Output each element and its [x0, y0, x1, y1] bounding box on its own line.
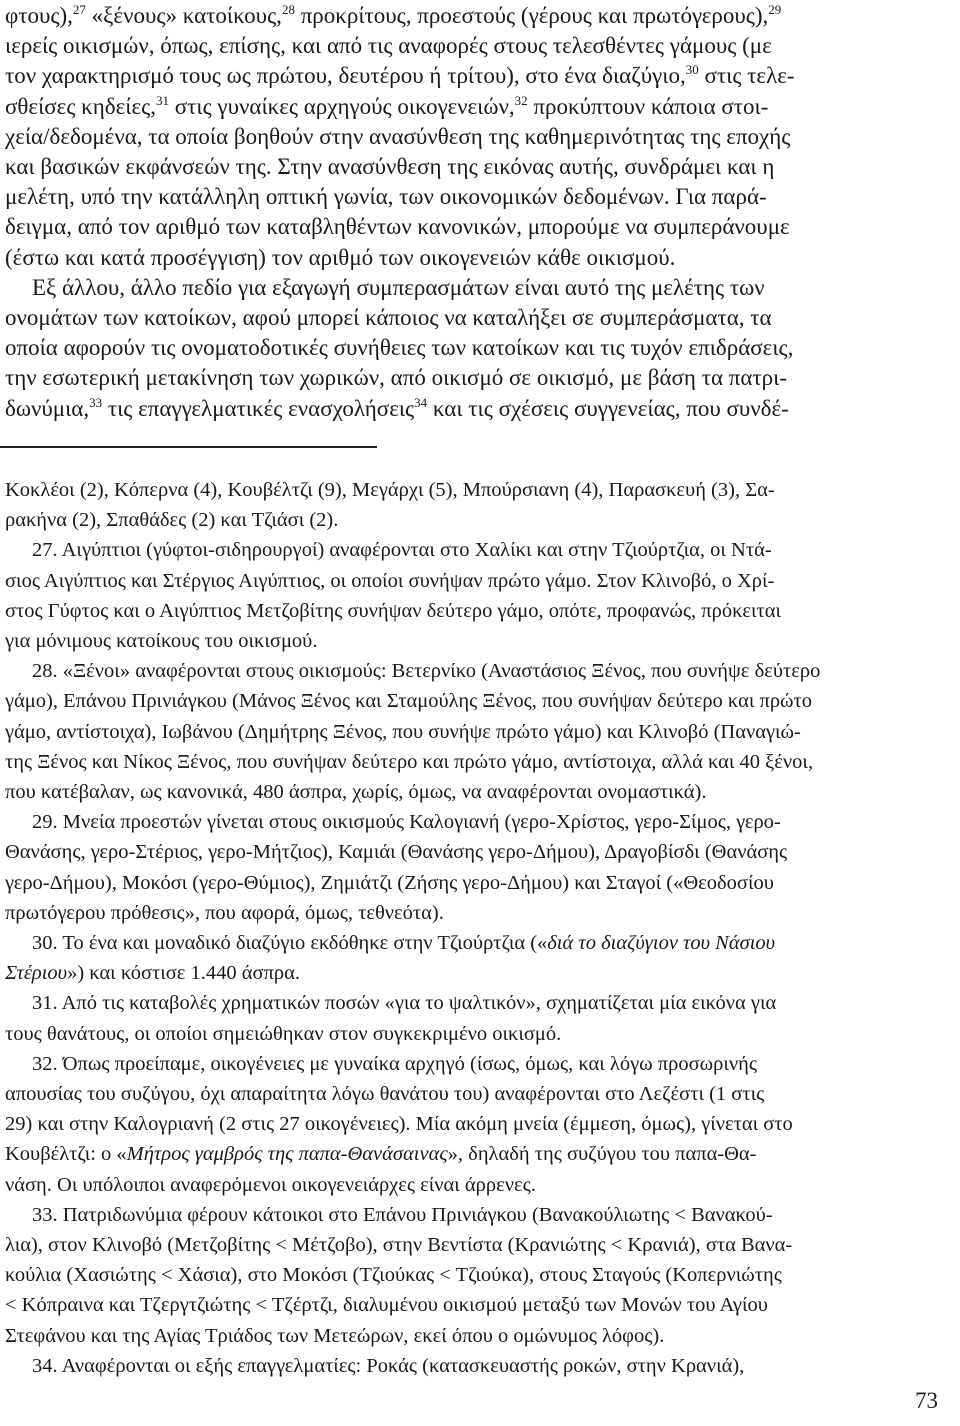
text-segment: προκρίτους, προεστούς (γέρους και πρωτόγερους), — [294, 3, 769, 28]
footnote-line — [5, 1171, 955, 1199]
text-segment: Εξ άλλου, άλλο πεδίο για εξαγωγή συμπερασμάτων είναι αυτό της μελέτης των — [32, 274, 765, 300]
text-segment: 31. Από τις καταβολές χρηματικών ποσών «για το ψαλτικόν», σχηματίζεται μία εικόνα για — [32, 992, 777, 1015]
footnote-ref: 28 — [281, 2, 295, 17]
text-segment: 27. Αιγύπτιοι (γύφτοι-σιδηρουργοί) αναφέρονται στο Χαλίκι και στην Τζιούρτζια, οι Ντά- — [32, 539, 772, 562]
text-segment: της Ξένος και Νίκος Ξένος, που συνήψαν δεύτερο και πρώτο γάμο, αντίστοιχα, αλλά και 40 ξένοι, — [5, 750, 814, 773]
text-segment: τις επαγγελματικές ενασχολήσεις — [102, 395, 415, 421]
footnote-line — [5, 838, 955, 866]
text-segment: 34. Αναφέρονται οι εξής επαγγελματίες: Ροκάς (κατασκευαστής ροκών, στην Κρανιά), — [32, 1354, 745, 1377]
text-segment: «ξένους» κατοίκους, — [85, 3, 282, 28]
text-segment: μελέτη, υπό την κατάλληλη οπτική γωνία, των οικονομικών δεδομένων. Για παρά- — [5, 184, 767, 210]
text-segment: γάμο, αντίστοιχα), Ιωβάνου (Δημήτρης Ξένος, που συνήψε πρώτο γάμο) και Κλινοβό (Παναγιώ- — [5, 720, 801, 743]
text-segment: Κοκλέοι (2), Κόπερνα (4), Κουβέλτζι (9), Μεγάρχι (5), Μπούρσιανη (4), Παρασκευή (3), Σα- — [5, 479, 775, 501]
body-line — [5, 121, 955, 153]
footnote-ref: 32 — [514, 92, 528, 108]
emphasis-text: Στέριου — [5, 962, 68, 985]
footnote-line — [5, 597, 955, 625]
footnote-line — [5, 627, 955, 655]
text-segment: απουσίας του συζύγου, όχι απαραίτητα λόγω θανάτου του) αναφέρονται στο Λεζέστι (1 στις — [5, 1083, 765, 1105]
text-segment: φτους), — [5, 3, 73, 28]
text-segment: νάση. Οι υπόλοιποι αναφερόμενοι οικογενειάρχες είναι άρρενες. — [5, 1173, 536, 1196]
footnote-line — [32, 1201, 955, 1229]
footnote-line — [32, 929, 955, 957]
emphasis-text: Μήτρος γαμβρός της παπα-Θανάσαινας — [126, 1143, 448, 1166]
page-number: 73 — [915, 1388, 938, 1413]
footnote-line — [5, 1231, 955, 1259]
text-segment: 30. Το ένα και μοναδικό διαζύγιο εκδόθηκε στην Τζιούρτζια (« — [32, 932, 548, 954]
footnote-ref: 31 — [156, 92, 169, 108]
text-segment: 33. Πατριδωνύμια φέρουν κάτοικοι στο Επάνου Πρινιάγκου (Βανακούλιωτης < Βανακού- — [32, 1203, 773, 1226]
body-line — [5, 30, 955, 62]
footnote-line — [5, 1110, 955, 1138]
text-segment: ρακήνα (2), Σπαθάδες (2) και Τζιάσι (2). — [5, 509, 339, 532]
text-segment: τους θανάτους, οι οποίοι σημειώθηκαν στον συγκεκριμένο οικισμό. — [5, 1022, 562, 1045]
text-segment: χεία/δεδομένα, τα οποία βοηθούν στην ανασύνθεση της καθημερινότητας της εποχής — [5, 123, 791, 149]
footnote-line — [5, 1261, 955, 1289]
text-segment: », δηλαδή της συζύγου του παπα-Θα- — [447, 1143, 757, 1166]
text-segment: 28. «Ξένοι» αναφέρονται στους οικισμούς: Βετερνίκο (Αναστάσιος Ξένος, που συνήψε δεύτερο — [32, 660, 821, 683]
text-segment: και τις σχέσεις συγγενείας, που συνδέ- — [427, 395, 789, 421]
footnote-line — [32, 808, 955, 836]
footnote-line — [5, 506, 955, 534]
body-line — [5, 211, 955, 243]
footnote-line — [5, 1020, 955, 1048]
footnote-line — [5, 1322, 955, 1350]
text-segment: προκύπτουν κάποια στοι- — [527, 93, 769, 119]
text-segment: 32. Όπως προείπαμε, οικογένειες με γυναίκα αρχηγό (ίσως, όμως, και λόγω προσωρινής — [32, 1052, 758, 1075]
footnote-ref: 30 — [685, 62, 699, 78]
text-segment: ιερείς οικισμών, όπως, επίσης, και από τις αναφορές στους τελεσθέντες γάμους (με — [5, 33, 772, 59]
body-line — [5, 242, 955, 274]
footnote-line — [5, 718, 955, 746]
text-segment: γερο-Δήμου), Μοκόσι (γερο-Θύμιος), Ζημιάτζι (Ζήσης γερο-Δήμου) και Σταγοί («Θεοδοσίου — [5, 871, 774, 894]
body-line — [5, 332, 955, 364]
text-segment: < Κόπραινα και Τζεργτζιώτης < Τζέρτζι, διαλυμένου οικισμού μεταξύ των Μονών του Αγίου — [5, 1294, 768, 1317]
footnote-line — [5, 1291, 955, 1319]
footnote-separator — [0, 446, 377, 448]
text-segment: λια), στον Κλινοβό (Μετζοβίτης < Μέτζοβο), στην Βεντίστα (Κρανιώτης < Κρανιά), στα Βανα- — [5, 1234, 793, 1256]
footnote-line — [5, 899, 955, 927]
footnote-line — [32, 536, 955, 564]
footnote-line — [5, 869, 955, 897]
body-line — [5, 362, 955, 394]
body-line — [5, 393, 955, 425]
text-segment: στις γυναίκες αρχηγούς οικογενειών, — [169, 93, 515, 119]
text-segment: δωνύμια, — [5, 395, 90, 421]
footnote-line — [32, 1050, 955, 1078]
text-segment: γάμο), Επάνου Πρινιάγκου (Μάνος Ξένος και Σταμούλης Ξένος, που συνήψαν δεύτερο και πρώτο — [5, 690, 813, 713]
body-line — [5, 181, 955, 213]
text-segment: (έστω και κατά προσέγγιση) τον αριθμό των οικογενειών κάθε οικισμού. — [5, 244, 676, 270]
text-segment: ») και κόστισε 1.440 άσπρα. — [67, 962, 301, 985]
text-segment: Στεφάνου και της Αγίας Τριάδος των Μετεώρων, εκεί όπου ο ομώνυμος λόφος). — [5, 1324, 665, 1347]
text-segment: και βασικών εκφάνσεών της. Στην ανασύνθεση της εικόνας αυτής, συνδράμει και η — [5, 154, 775, 179]
text-segment: στος Γύφτος και ο Αιγύπτιος Μετζοβίτης συνήψαν δεύτερο γάμο, οπότε, προφανώς, πρόκειται — [5, 599, 782, 622]
footnote-ref: 27 — [72, 2, 86, 17]
text-segment: 29. Μνεία προεστών γίνεται στους οικισμούς Καλογιανή (γερο-Χρίστος, γερο-Σίμος, γερο- — [32, 811, 781, 834]
text-segment: ονομάτων των κατοίκων, αφού μπορεί κάποιος να καταλήξει σε συμπεράσματα, τα — [5, 305, 772, 330]
footnote-line — [5, 687, 955, 715]
text-segment: Θανάσης, γερο-Στέριος, γερο-Μήτζιος), Καμιάι (Θανάσης γερο-Δήμου), Δραγοβίσδι (Θανάσης — [5, 841, 788, 864]
footnote-ref: 29 — [768, 2, 782, 17]
text-segment: τον χαρακτηρισμό τους ως πρώτου, δευτέρου ή τρίτου), στο ένα διαζύγιο, — [5, 63, 686, 89]
footnote-ref: 34 — [414, 394, 428, 410]
text-segment: πρωτόγερου πρόθεσις», που αφορά, όμως, τεθνεότα). — [5, 901, 444, 924]
footnote-line — [32, 1352, 955, 1380]
text-segment: οποία αφορούν τις ονοματοδοτικές συνήθειες των κατοίκων και τις τυχόν επιδράσεις, — [5, 335, 794, 361]
footnote-line — [5, 476, 955, 504]
text-segment: 29) και στην Καλογριανή (2 στις 27 οικογένειες). Μία ακόμη μνεία (έμμεση, όμως), γίνεται στο — [5, 1113, 793, 1136]
text-segment: σιος Αιγύπτιος και Στέργιος Αιγύπτιος, οι οποίοι συνήψαν πρώτο γάμο. Στον Κλινοβό, ο Χρί- — [5, 569, 775, 592]
text-segment: σθείσες κηδείες, — [5, 93, 156, 119]
footnote-line — [5, 748, 955, 776]
footnote-line — [5, 1140, 955, 1168]
body-line — [5, 60, 955, 92]
text-segment: κούλια (Χασιώτης < Χάσια), στο Μοκόσι (Τζιούκας < Τζιούκα), στους Σταγούς (Κοπερνιώτης — [5, 1264, 782, 1287]
footnote-line — [5, 778, 955, 806]
footnote-line — [32, 989, 955, 1017]
footnote-ref: 33 — [89, 394, 103, 410]
text-segment: που κατέβαλαν, ως κανονικά, 480 άσπρα, χωρίς, όμως, να αναφέρονται ονομαστικά). — [5, 781, 707, 803]
text-segment: δειγμα, από τον αριθμό των καταβληθέντων κανονικών, μπορούμε να συμπεράνουμε — [5, 214, 790, 240]
footnote-line — [32, 657, 955, 685]
text-segment: Κουβέλτζι: ο « — [5, 1143, 127, 1166]
body-line — [32, 272, 955, 304]
text-segment: στις τελε- — [698, 63, 795, 89]
body-line — [5, 0, 955, 32]
body-line — [5, 91, 955, 123]
footnote-line — [5, 567, 955, 595]
footnote-line — [5, 1080, 955, 1108]
text-segment: την εσωτερική μετακίνηση των χωρικών, από οικισμό σε οικισμό, με βάση τα πατρι- — [5, 365, 787, 391]
emphasis-text: διά το διαζύγιον του Νάσιου — [547, 932, 776, 954]
body-line — [5, 302, 955, 334]
footnote-line — [5, 959, 955, 987]
text-segment: για μόνιμους κατοίκους του οικισμού. — [5, 630, 318, 652]
body-line — [5, 151, 955, 183]
